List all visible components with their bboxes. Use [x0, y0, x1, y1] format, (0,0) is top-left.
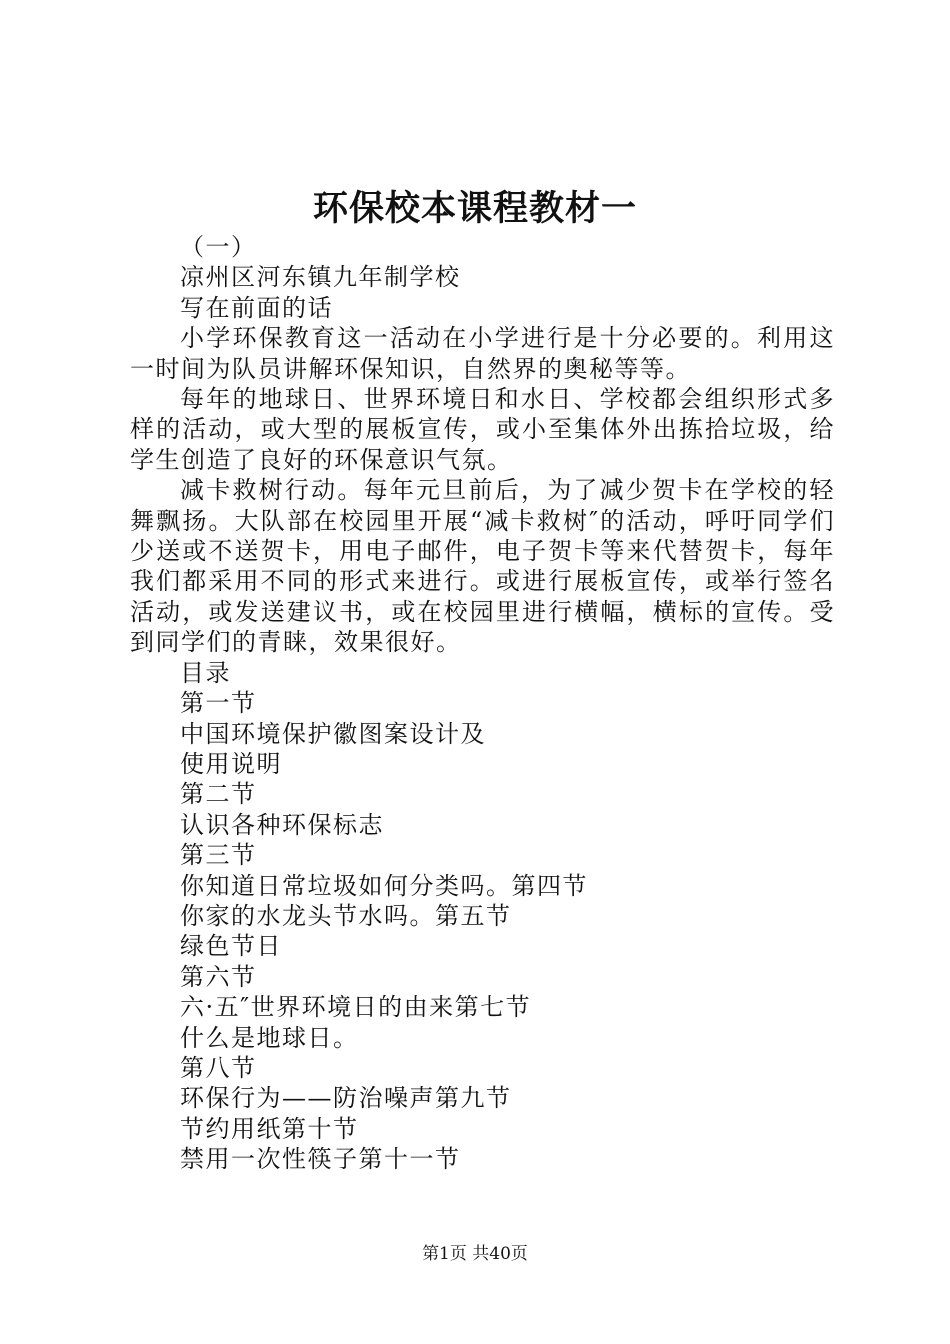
paragraph: 每年的地球日、世界环境日和水日、学校都会组织形式多样的活动，或大型的展板宣传，或小至集体外出拣拾垃圾，给学生创造了良好的环保意识气氛。: [130, 385, 835, 474]
toc-line: 中国环境保护徽图案设计及: [180, 719, 486, 748]
toc-line: 认识各种环保标志: [180, 810, 384, 839]
paragraph: 小学环保教育这一活动在小学进行是十分必要的。利用这一时间为队员讲解环保知识，自然界的奥秘等等。: [130, 324, 835, 383]
toc-line: 第三节: [180, 841, 257, 870]
toc-line: 你家的水龙头节水吗。第五节: [180, 901, 512, 930]
page-number-footer: 第1页 共40页: [422, 1244, 528, 1264]
paragraph: 凉州区河东镇九年制学校: [180, 263, 461, 292]
paragraph: 写在前面的话: [180, 293, 333, 322]
toc-line: 环保行为——防治噪声第九节: [180, 1084, 512, 1113]
paragraph: 减卡救树行动。每年元旦前后，为了减少贺卡在学校的轻舞飘扬。大队部在校园里开展“减卡救树″的活动，呼吁同学们少送或不送贺卡，用电子邮件，电子贺卡等来代替贺卡，每年我们都采用不同的形式来进行。或进行展板宣传，或举行签名活动，或发送建议书，或在校园里进行横幅，横标的宣传。受到同学们的青睐，效果很好。: [130, 476, 835, 657]
toc-line: 第六节: [180, 962, 257, 991]
toc-line: 禁用一次性筷子第十一节: [180, 1145, 461, 1174]
toc-line: 你知道日常垃圾如何分类吗。第四节: [180, 871, 588, 900]
toc-line: 什么是地球日。: [180, 1023, 359, 1052]
document-body: [130, 232, 835, 1175]
toc-line: 第二节: [180, 780, 257, 809]
toc-line: 节约用纸第十节: [180, 1114, 359, 1143]
toc-heading: 目录: [180, 658, 231, 687]
paragraph: （一）: [180, 233, 257, 261]
document-title: 环保校本课程教材一: [312, 189, 637, 229]
toc-line: 第八节: [180, 1053, 257, 1082]
toc-line: 六·五″世界环境日的由来第七节: [180, 993, 532, 1022]
toc-line: 使用说明: [180, 749, 282, 778]
toc-line: 第一节: [180, 689, 257, 718]
toc-line: 绿色节日: [180, 932, 282, 961]
